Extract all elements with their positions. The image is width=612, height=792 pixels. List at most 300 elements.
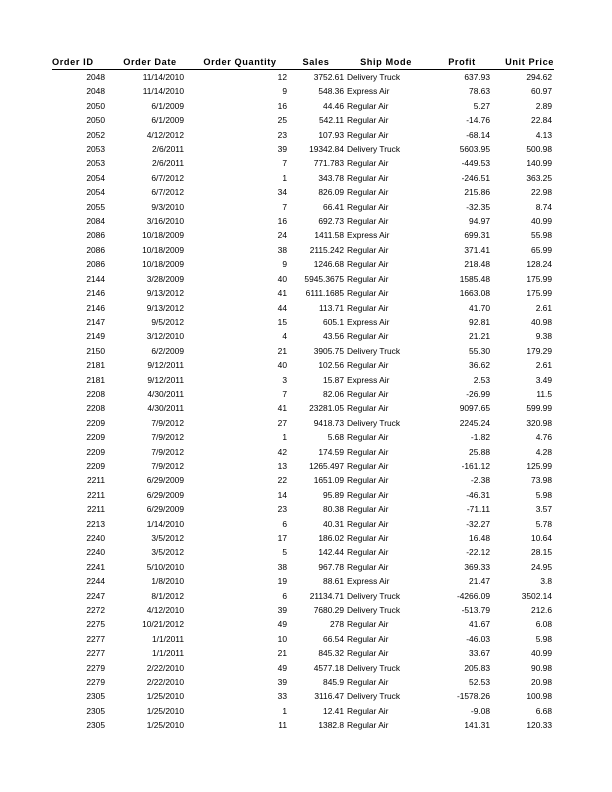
order-date-cell: 8/1/2012 [151, 590, 184, 601]
sales-cell: 107.93 [318, 129, 344, 140]
ship-mode-cell: Regular Air [347, 201, 389, 212]
order-quantity-cell: 10 [277, 633, 287, 644]
unit-price-cell: 73.98 [531, 475, 552, 486]
header-order-quantity: Order Quantity [192, 55, 288, 70]
table-row [52, 84, 554, 98]
order-id-cell: 2050 [86, 100, 105, 111]
sales-cell: 40.31 [323, 518, 344, 529]
unit-price-cell: 22.84 [531, 115, 552, 126]
sales-cell: 7680.29 [313, 605, 344, 616]
ship-mode-cell: Regular Air [347, 446, 389, 457]
profit-cell: 21.47 [469, 576, 490, 587]
order-quantity-cell: 9 [282, 259, 287, 270]
order-id-cell: 2211 [86, 489, 105, 500]
table-row [52, 358, 554, 372]
unit-price-cell: 294.62 [526, 72, 552, 82]
table-row [52, 589, 554, 603]
order-quantity-cell: 19 [277, 576, 287, 587]
sales-cell: 1651.09 [313, 475, 344, 486]
sales-cell: 343.78 [318, 172, 344, 183]
table-row [52, 531, 554, 545]
unit-price-cell: 20.98 [531, 677, 552, 688]
profit-cell: 637.93 [464, 72, 490, 82]
order-quantity-cell: 41 [277, 288, 287, 299]
ship-mode-cell: Delivery Truck [347, 345, 401, 356]
order-quantity-cell: 44 [277, 302, 287, 313]
ship-mode-cell: Regular Air [347, 388, 389, 399]
table-row [52, 200, 554, 214]
order-id-cell: 2146 [86, 288, 105, 299]
order-id-cell: 2279 [86, 677, 105, 688]
unit-price-cell: 28.15 [531, 547, 552, 558]
sales-cell: 95.89 [323, 489, 344, 500]
sales-cell: 82.06 [323, 388, 344, 399]
order-id-cell: 2150 [86, 345, 105, 356]
order-id-cell: 2054 [86, 172, 105, 183]
ship-mode-cell: Delivery Truck [347, 144, 401, 155]
table-row [52, 574, 554, 588]
ship-mode-cell: Delivery Truck [347, 72, 401, 82]
order-quantity-cell: 1 [282, 705, 287, 716]
order-date-cell: 5/10/2010 [146, 561, 184, 572]
order-date-cell: 6/29/2009 [146, 504, 184, 515]
order-id-cell: 2305 [86, 691, 105, 702]
header-sales: Sales [288, 55, 344, 70]
ship-mode-cell: Express Air [347, 576, 390, 587]
profit-cell: 36.62 [469, 360, 490, 371]
order-date-cell: 6/7/2012 [151, 172, 184, 183]
order-quantity-cell: 34 [277, 187, 287, 198]
order-quantity-cell: 4 [282, 331, 287, 342]
table-row [52, 243, 554, 257]
ship-mode-cell: Delivery Truck [347, 662, 401, 673]
profit-cell: 699.31 [464, 230, 490, 241]
table-row [52, 603, 554, 617]
sales-cell: 44.46 [323, 100, 344, 111]
order-id-cell: 2277 [86, 633, 105, 644]
order-id-cell: 2149 [86, 331, 105, 342]
order-date-cell: 1/25/2010 [146, 691, 184, 702]
profit-cell: 55.30 [469, 345, 490, 356]
order-quantity-cell: 49 [277, 619, 287, 630]
unit-price-cell: 3.57 [535, 504, 552, 515]
profit-cell: -449.53 [461, 158, 490, 169]
order-date-cell: 1/8/2010 [151, 576, 184, 587]
order-date-cell: 2/6/2011 [152, 144, 184, 155]
profit-cell: 33.67 [469, 648, 490, 659]
profit-cell: -161.12 [461, 460, 490, 471]
ship-mode-cell: Express Air [347, 86, 390, 97]
order-id-cell: 2241 [86, 561, 105, 572]
ship-mode-cell: Regular Air [347, 460, 389, 471]
order-id-cell: 2053 [86, 158, 105, 169]
order-id-cell: 2209 [86, 417, 105, 428]
table-row [52, 545, 554, 559]
table-row [52, 156, 554, 170]
order-id-cell: 2208 [86, 388, 105, 399]
order-quantity-cell: 27 [277, 417, 287, 428]
sales-cell: 21134.71 [309, 590, 344, 601]
sales-cell: 43.56 [323, 331, 344, 342]
unit-price-cell: 55.98 [531, 230, 552, 241]
unit-price-cell: 65.99 [531, 244, 552, 255]
ship-mode-cell: Delivery Truck [347, 417, 401, 428]
ship-mode-cell: Regular Air [347, 115, 389, 126]
order-date-cell: 6/7/2012 [151, 187, 184, 198]
header-ship-mode: Ship Mode [344, 55, 428, 70]
order-date-cell: 10/21/2012 [142, 619, 184, 630]
profit-cell: -2.38 [470, 475, 490, 486]
table-row [52, 632, 554, 646]
sales-cell: 548.36 [318, 86, 344, 97]
unit-price-cell: 179.29 [526, 345, 552, 356]
order-date-cell: 11/14/2010 [142, 86, 184, 97]
order-id-cell: 2279 [86, 662, 105, 673]
order-id-cell: 2086 [86, 259, 105, 270]
ship-mode-cell: Regular Air [347, 533, 389, 543]
order-quantity-cell: 38 [277, 244, 287, 255]
order-date-cell: 9/13/2012 [146, 288, 184, 299]
profit-cell: -71.11 [466, 504, 490, 515]
sales-cell: 771.783 [313, 158, 344, 169]
ship-mode-cell: Delivery Truck [347, 691, 401, 702]
sales-cell: 5945.3675 [304, 273, 344, 284]
ship-mode-cell: Regular Air [347, 403, 389, 414]
order-date-cell: 3/12/2010 [146, 331, 184, 342]
order-date-cell: 2/22/2010 [146, 677, 184, 688]
profit-cell: 2245.24 [459, 417, 490, 428]
profit-cell: 371.41 [464, 244, 490, 255]
unit-price-cell: 11.5 [536, 388, 552, 399]
unit-price-cell: 363.25 [526, 172, 552, 183]
order-quantity-cell: 7 [282, 388, 287, 399]
profit-cell: 215.86 [464, 187, 490, 198]
profit-cell: 369.33 [464, 561, 490, 572]
order-date-cell: 7/9/2012 [151, 432, 184, 443]
sales-cell: 15.87 [323, 374, 344, 385]
profit-cell: 94.97 [469, 216, 490, 227]
sales-cell: 3905.75 [313, 345, 344, 356]
table-row [52, 675, 554, 689]
order-id-cell: 2084 [86, 216, 105, 227]
order-date-cell: 4/30/2011 [147, 403, 184, 414]
ship-mode-cell: Regular Air [347, 720, 389, 731]
unit-price-cell: 140.99 [526, 158, 552, 169]
unit-price-cell: 6.68 [535, 705, 552, 716]
ship-mode-cell: Express Air [347, 230, 390, 241]
table-row [52, 171, 554, 185]
ship-mode-cell: Regular Air [347, 216, 389, 227]
profit-cell: -46.03 [466, 633, 490, 644]
ship-mode-cell: Regular Air [347, 172, 389, 183]
order-id-cell: 2144 [86, 273, 105, 284]
table-row [52, 718, 554, 732]
order-id-cell: 2054 [86, 187, 105, 198]
profit-cell: 21.21 [469, 331, 490, 342]
unit-price-cell: 24.95 [531, 561, 552, 572]
table-row [52, 689, 554, 703]
ship-mode-cell: Regular Air [347, 331, 389, 342]
unit-price-cell: 5.78 [535, 518, 552, 529]
order-quantity-cell: 9 [282, 86, 287, 97]
order-quantity-cell: 38 [277, 561, 287, 572]
table-row [52, 344, 554, 358]
order-id-cell: 2055 [86, 201, 105, 212]
profit-cell: -1578.26 [456, 691, 490, 702]
order-date-cell: 2/6/2011 [152, 158, 184, 169]
table-row [52, 142, 554, 156]
ship-mode-cell: Regular Air [347, 561, 389, 572]
order-id-cell: 2086 [86, 244, 105, 255]
table-row [52, 560, 554, 574]
order-date-cell: 9/3/2010 [151, 201, 184, 212]
sales-cell: 845.32 [318, 648, 344, 659]
unit-price-cell: 8.74 [535, 201, 552, 212]
sales-cell: 692.73 [318, 216, 344, 227]
ship-mode-cell: Regular Air [347, 244, 389, 255]
sales-cell: 826.09 [318, 187, 344, 198]
profit-cell: -14.76 [466, 115, 490, 126]
order-date-cell: 9/5/2012 [151, 316, 184, 327]
order-date-cell: 4/30/2011 [147, 388, 184, 399]
order-date-cell: 2/22/2010 [146, 662, 184, 673]
profit-cell: 1585.48 [459, 273, 490, 284]
sales-cell: 9418.73 [313, 417, 344, 428]
unit-price-cell: 212.6 [531, 605, 552, 616]
order-id-cell: 2275 [86, 619, 105, 630]
order-id-cell: 2213 [86, 518, 105, 529]
order-quantity-cell: 17 [277, 533, 287, 543]
profit-cell: -513.79 [461, 605, 490, 616]
order-id-cell: 2048 [86, 86, 105, 97]
order-date-cell: 10/18/2009 [142, 230, 184, 241]
order-quantity-cell: 39 [277, 677, 287, 688]
ship-mode-cell: Regular Air [347, 259, 389, 270]
sales-cell: 605.1 [323, 316, 344, 327]
order-date-cell: 1/25/2010 [146, 720, 184, 731]
table-body [52, 70, 554, 733]
ship-mode-cell: Express Air [347, 374, 390, 385]
sales-cell: 845.9 [323, 677, 344, 688]
order-quantity-cell: 16 [277, 100, 287, 111]
order-id-cell: 2247 [86, 590, 105, 601]
unit-price-cell: 40.99 [531, 648, 552, 659]
sales-cell: 174.59 [318, 446, 344, 457]
order-quantity-cell: 39 [277, 144, 287, 155]
profit-cell: 5.27 [473, 100, 490, 111]
sales-cell: 542.11 [319, 115, 344, 126]
ship-mode-cell: Delivery Truck [347, 590, 401, 601]
unit-price-cell: 100.98 [526, 691, 552, 702]
ship-mode-cell: Regular Air [347, 518, 389, 529]
order-quantity-cell: 33 [277, 691, 287, 702]
order-quantity-cell: 1 [282, 432, 287, 443]
order-quantity-cell: 16 [277, 216, 287, 227]
table-row [52, 704, 554, 718]
profit-cell: 1663.08 [459, 288, 490, 299]
sales-cell: 142.44 [318, 547, 344, 558]
ship-mode-cell: Regular Air [347, 489, 389, 500]
order-id-cell: 2211 [86, 475, 105, 486]
order-quantity-cell: 22 [277, 475, 287, 486]
order-date-cell: 6/1/2009 [151, 100, 184, 111]
sales-cell: 23281.05 [309, 403, 344, 414]
profit-cell: -1.82 [470, 432, 490, 443]
ship-mode-cell: Regular Air [347, 273, 389, 284]
order-quantity-cell: 40 [277, 360, 287, 371]
order-id-cell: 2181 [86, 360, 105, 371]
sales-cell: 3752.61 [313, 72, 344, 82]
order-quantity-cell: 5 [282, 547, 287, 558]
table-row [52, 459, 554, 473]
order-quantity-cell: 7 [282, 201, 287, 212]
ship-mode-cell: Regular Air [347, 158, 389, 169]
order-date-cell: 6/1/2009 [151, 115, 184, 126]
order-quantity-cell: 6 [282, 590, 287, 601]
order-quantity-cell: 49 [277, 662, 287, 673]
order-quantity-cell: 23 [277, 504, 287, 515]
ship-mode-cell: Express Air [347, 316, 390, 327]
order-quantity-cell: 6 [282, 518, 287, 529]
profit-cell: -68.14 [466, 129, 490, 140]
sales-cell: 967.78 [318, 561, 344, 572]
table-row [52, 502, 554, 516]
order-id-cell: 2147 [86, 316, 105, 327]
order-quantity-cell: 13 [277, 460, 287, 471]
order-id-cell: 2277 [86, 648, 105, 659]
sales-cell: 1265.497 [309, 460, 344, 471]
table-row [52, 488, 554, 502]
ship-mode-cell: Delivery Truck [347, 605, 401, 616]
sales-cell: 2115.242 [309, 244, 344, 255]
profit-cell: 218.48 [464, 259, 490, 270]
unit-price-cell: 40.98 [531, 316, 552, 327]
order-quantity-cell: 41 [277, 403, 287, 414]
order-date-cell: 3/5/2012 [151, 547, 184, 558]
unit-price-cell: 4.28 [535, 446, 552, 457]
table-row [52, 228, 554, 242]
ship-mode-cell: Regular Air [347, 129, 389, 140]
profit-cell: 41.67 [469, 619, 490, 630]
sales-cell: 5.68 [327, 432, 344, 443]
sales-cell: 113.71 [319, 302, 344, 313]
sales-cell: 1411.58 [314, 230, 344, 241]
profit-cell: 92.81 [469, 316, 490, 327]
order-date-cell: 6/2/2009 [151, 345, 184, 356]
order-date-cell: 7/9/2012 [151, 460, 184, 471]
sales-cell: 278 [330, 619, 344, 630]
unit-price-cell: 175.99 [526, 288, 552, 299]
order-date-cell: 1/25/2010 [146, 705, 184, 716]
sales-cell: 1382.8 [318, 720, 344, 731]
order-quantity-cell: 39 [277, 605, 287, 616]
order-date-cell: 3/5/2012 [151, 533, 184, 543]
table-row [52, 301, 554, 315]
order-id-cell: 2146 [86, 302, 105, 313]
ship-mode-cell: Regular Air [347, 677, 389, 688]
ship-mode-cell: Regular Air [347, 432, 389, 443]
unit-price-cell: 320.98 [526, 417, 552, 428]
unit-price-cell: 500.98 [526, 144, 552, 155]
ship-mode-cell: Regular Air [347, 633, 389, 644]
unit-price-cell: 5.98 [535, 633, 552, 644]
order-id-cell: 2240 [86, 547, 105, 558]
order-quantity-cell: 1 [282, 172, 287, 183]
unit-price-cell: 599.99 [526, 403, 552, 414]
order-quantity-cell: 24 [277, 230, 287, 241]
table-header-row [52, 55, 554, 70]
unit-price-cell: 120.33 [526, 720, 552, 731]
order-quantity-cell: 25 [277, 115, 287, 126]
unit-price-cell: 2.61 [535, 360, 552, 371]
order-id-cell: 2086 [86, 230, 105, 241]
table-row [52, 113, 554, 127]
header-order-id: Order ID [52, 55, 108, 70]
profit-cell: 52.53 [469, 677, 490, 688]
order-date-cell: 6/29/2009 [146, 489, 184, 500]
unit-price-cell: 125.99 [526, 460, 552, 471]
order-id-cell: 2053 [86, 144, 105, 155]
unit-price-cell: 6.08 [535, 619, 552, 630]
table-row [52, 315, 554, 329]
profit-cell: -26.99 [466, 388, 490, 399]
profit-cell: 41.70 [469, 302, 490, 313]
order-date-cell: 9/13/2012 [146, 302, 184, 313]
unit-price-cell: 5.98 [535, 489, 552, 500]
ship-mode-cell: Regular Air [347, 648, 389, 659]
table-row [52, 329, 554, 343]
unit-price-cell: 60.97 [531, 86, 552, 97]
order-date-cell: 10/18/2009 [142, 244, 184, 255]
table-row [52, 70, 554, 85]
profit-cell: 9097.65 [459, 403, 490, 414]
table-row [52, 387, 554, 401]
ship-mode-cell: Regular Air [347, 547, 389, 558]
order-quantity-cell: 42 [277, 446, 287, 457]
ship-mode-cell: Regular Air [347, 619, 389, 630]
unit-price-cell: 4.76 [535, 432, 552, 443]
profit-cell: -22.12 [466, 547, 490, 558]
order-quantity-cell: 21 [277, 345, 287, 356]
ship-mode-cell: Regular Air [347, 288, 389, 299]
order-date-cell: 3/16/2010 [146, 216, 184, 227]
table-row [52, 646, 554, 660]
order-date-cell: 1/14/2010 [146, 518, 184, 529]
table-row [52, 517, 554, 531]
order-date-cell: 7/9/2012 [151, 446, 184, 457]
unit-price-cell: 4.13 [535, 129, 552, 140]
table-row [52, 430, 554, 444]
sales-cell: 88.61 [323, 576, 344, 587]
order-date-cell: 3/28/2009 [146, 273, 184, 284]
order-id-cell: 2305 [86, 705, 105, 716]
ship-mode-cell: Regular Air [347, 100, 389, 111]
sales-cell: 66.54 [323, 633, 344, 644]
table-row [52, 416, 554, 430]
sales-cell: 66.41 [323, 201, 344, 212]
order-id-cell: 2240 [86, 533, 105, 543]
ship-mode-cell: Regular Air [347, 302, 389, 313]
order-quantity-cell: 11 [278, 720, 287, 731]
order-id-cell: 2209 [86, 446, 105, 457]
table-row [52, 445, 554, 459]
order-id-cell: 2244 [86, 576, 105, 587]
table-row [52, 661, 554, 675]
order-date-cell: 10/18/2009 [142, 259, 184, 270]
table-row [52, 617, 554, 631]
sales-cell: 80.38 [323, 504, 344, 515]
order-id-cell: 2209 [86, 460, 105, 471]
